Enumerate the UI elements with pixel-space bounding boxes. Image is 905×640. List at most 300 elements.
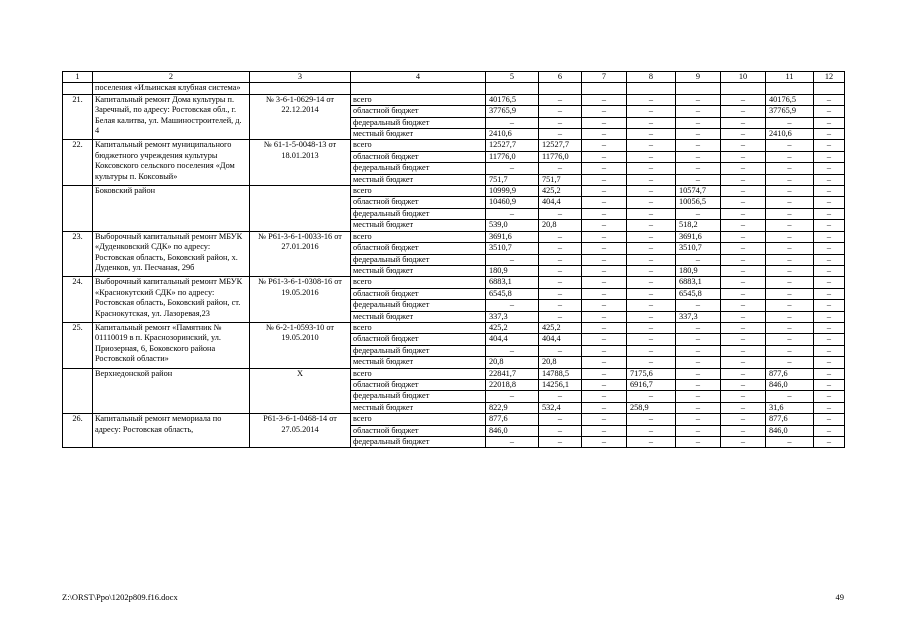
table-row — [63, 83, 845, 94]
column-number: 7 — [582, 72, 627, 83]
table-row — [63, 414, 845, 425]
amount-cell: 20,8 — [539, 357, 582, 368]
amount-cell: – — [582, 254, 627, 265]
funding-source: всего — [351, 94, 486, 105]
table-row — [63, 94, 845, 105]
row-number — [63, 83, 93, 94]
amount-cell: – — [721, 220, 766, 231]
amount-cell: – — [486, 254, 539, 265]
funding-source: местный бюджет — [351, 129, 486, 140]
funding-source: федеральный бюджет — [351, 300, 486, 311]
column-number: 11 — [766, 72, 814, 83]
amount-cell: – — [627, 231, 676, 242]
object-name: Боковский район — [93, 186, 250, 232]
amount-cell: – — [721, 208, 766, 219]
amount-cell: – — [766, 288, 814, 299]
amount-cell: – — [582, 311, 627, 322]
header-row — [63, 72, 845, 83]
funding-source: всего — [351, 414, 486, 425]
amount-cell: 3691,6 — [676, 231, 721, 242]
amount-cell: – — [676, 163, 721, 174]
amount-cell: – — [627, 186, 676, 197]
object-name: поселения «Ильинская клубная система» — [93, 83, 250, 94]
amount-cell: – — [814, 391, 845, 402]
funding-source: областной бюджет — [351, 334, 486, 345]
amount-cell: – — [814, 117, 845, 128]
column-number: 3 — [250, 72, 351, 83]
amount-cell: – — [582, 322, 627, 333]
amount-cell: 12527,7 — [486, 140, 539, 151]
amount-cell: – — [582, 208, 627, 219]
amount-cell: – — [814, 129, 845, 140]
amount-cell: – — [627, 140, 676, 151]
amount-cell: 425,2 — [539, 186, 582, 197]
amount-cell: – — [814, 174, 845, 185]
amount-cell: – — [627, 265, 676, 276]
funding-source: федеральный бюджет — [351, 254, 486, 265]
amount-cell: – — [627, 106, 676, 117]
document-number: № 61-1-5-0048-13 от 18.01.2013 — [250, 140, 351, 186]
amount-cell: – — [627, 300, 676, 311]
amount-cell: – — [814, 140, 845, 151]
page-number: 49 — [835, 592, 844, 602]
amount-cell: 337,3 — [486, 311, 539, 322]
document-number: № Р61-3-6-1-0308-16 от 19.05.2016 — [250, 277, 351, 323]
amount-cell: – — [582, 379, 627, 390]
document-number: № 6-2-1-0593-10 от 19.05.2010 — [250, 322, 351, 368]
amount-cell: – — [539, 311, 582, 322]
amount-cell: – — [814, 208, 845, 219]
amount-cell: – — [721, 186, 766, 197]
amount-cell: 846,0 — [766, 379, 814, 390]
amount-cell: – — [627, 391, 676, 402]
amount-cell: – — [721, 345, 766, 356]
amount-cell: – — [627, 163, 676, 174]
document-number: Р61-3-6-1-0468-14 от 27.05.2014 — [250, 414, 351, 448]
row-number — [63, 186, 93, 232]
table-row — [63, 277, 845, 288]
amount-cell: – — [721, 197, 766, 208]
amount-cell: – — [766, 300, 814, 311]
amount-cell: – — [582, 243, 627, 254]
amount-cell: 14788,5 — [539, 368, 582, 379]
empty-cell — [582, 83, 627, 94]
amount-cell: 31,6 — [766, 402, 814, 413]
amount-cell: – — [627, 288, 676, 299]
amount-cell: – — [539, 425, 582, 436]
amount-cell: 37765,9 — [486, 106, 539, 117]
amount-cell: – — [766, 437, 814, 448]
funding-source: областной бюджет — [351, 106, 486, 117]
amount-cell: 3510,7 — [676, 243, 721, 254]
amount-cell: – — [766, 322, 814, 333]
amount-cell: – — [814, 197, 845, 208]
amount-cell: – — [676, 357, 721, 368]
amount-cell: – — [676, 174, 721, 185]
funding-source: всего — [351, 140, 486, 151]
amount-cell: – — [766, 277, 814, 288]
amount-cell: – — [582, 140, 627, 151]
object-name: Верхнедонской район — [93, 368, 250, 414]
document-number — [250, 186, 351, 232]
amount-cell: 10999,9 — [486, 186, 539, 197]
amount-cell: – — [814, 311, 845, 322]
amount-cell: – — [582, 129, 627, 140]
amount-cell: – — [766, 243, 814, 254]
amount-cell: – — [766, 174, 814, 185]
empty-cell — [539, 83, 582, 94]
amount-cell: – — [721, 437, 766, 448]
funding-source: областной бюджет — [351, 151, 486, 162]
row-number: 23. — [63, 231, 93, 277]
table-row — [63, 186, 845, 197]
amount-cell: – — [582, 94, 627, 105]
amount-cell: – — [676, 208, 721, 219]
amount-cell: – — [582, 288, 627, 299]
document-number — [250, 83, 351, 94]
amount-cell: – — [814, 151, 845, 162]
amount-cell: 877,6 — [486, 414, 539, 425]
amount-cell: – — [539, 208, 582, 219]
funding-source: местный бюджет — [351, 311, 486, 322]
file-path: Z:\ORST\Ppo\1202p809.f16.docx — [62, 592, 178, 602]
object-name: Выборочный капитальный ремонт МБУК «Дуденковский СДК» по адресу: Ростовская область, Боковский район, х. Дуденков, ул. Песчаная, 29б — [93, 231, 250, 277]
amount-cell: 22841,7 — [486, 368, 539, 379]
row-number — [63, 368, 93, 414]
amount-cell: – — [539, 265, 582, 276]
amount-cell: – — [486, 208, 539, 219]
amount-cell: 6545,8 — [676, 288, 721, 299]
object-name: Капитальный ремонт «Памятник № 01110019 в п. Краснозоринский, ул. Приозерная, 6, Боковского района Ростовской области» — [93, 322, 250, 368]
amount-cell: – — [539, 163, 582, 174]
amount-cell: 3691,6 — [486, 231, 539, 242]
funding-source: всего — [351, 368, 486, 379]
amount-cell: – — [721, 151, 766, 162]
amount-cell: – — [582, 106, 627, 117]
amount-cell: – — [766, 140, 814, 151]
amount-cell: – — [766, 186, 814, 197]
funding-source: федеральный бюджет — [351, 437, 486, 448]
amount-cell: 22018,8 — [486, 379, 539, 390]
amount-cell: – — [539, 437, 582, 448]
funding-source: федеральный бюджет — [351, 391, 486, 402]
funding-source: местный бюджет — [351, 174, 486, 185]
column-number: 12 — [814, 72, 845, 83]
amount-cell: – — [539, 231, 582, 242]
amount-cell: – — [582, 197, 627, 208]
amount-cell: – — [766, 391, 814, 402]
amount-cell: – — [582, 300, 627, 311]
amount-cell: – — [721, 402, 766, 413]
amount-cell: – — [627, 357, 676, 368]
amount-cell: – — [582, 391, 627, 402]
amount-cell: 822,9 — [486, 402, 539, 413]
amount-cell: – — [627, 151, 676, 162]
amount-cell: 258,9 — [627, 402, 676, 413]
amount-cell: 751,7 — [539, 174, 582, 185]
amount-cell: – — [627, 94, 676, 105]
amount-cell: – — [814, 379, 845, 390]
amount-cell: – — [486, 345, 539, 356]
funding-source: местный бюджет — [351, 265, 486, 276]
amount-cell: – — [814, 163, 845, 174]
amount-cell: – — [721, 129, 766, 140]
amount-cell: – — [627, 414, 676, 425]
amount-cell: – — [676, 334, 721, 345]
amount-cell: 2410,6 — [486, 129, 539, 140]
amount-cell: – — [582, 357, 627, 368]
amount-cell: – — [721, 311, 766, 322]
amount-cell: – — [627, 277, 676, 288]
column-number: 6 — [539, 72, 582, 83]
amount-cell: – — [814, 220, 845, 231]
amount-cell: – — [486, 437, 539, 448]
amount-cell: – — [721, 425, 766, 436]
amount-cell: – — [676, 437, 721, 448]
amount-cell: – — [627, 322, 676, 333]
amount-cell: – — [814, 368, 845, 379]
amount-cell: – — [582, 345, 627, 356]
amount-cell: 3510,7 — [486, 243, 539, 254]
column-number: 2 — [93, 72, 250, 83]
amount-cell: – — [539, 414, 582, 425]
funding-source: местный бюджет — [351, 357, 486, 368]
amount-cell: – — [582, 231, 627, 242]
amount-cell: 7175,6 — [627, 368, 676, 379]
amount-cell: – — [539, 300, 582, 311]
object-name: Капитальный ремонт мемориала по адресу: Ростовская область, — [93, 414, 250, 448]
amount-cell: 10460,9 — [486, 197, 539, 208]
object-name: Выборочный капитальный ремонт МБУК «Краснокутский СДК» по адресу: Ростовская область, Боковский район, ст. Краснокутская, ул. Лазоревая,23 — [93, 277, 250, 323]
amount-cell: – — [721, 265, 766, 276]
document-number: № 3-6-1-0629-14 от 22.12.2014 — [250, 94, 351, 140]
amount-cell: – — [766, 357, 814, 368]
amount-cell: 10056,5 — [676, 197, 721, 208]
amount-cell: – — [721, 368, 766, 379]
amount-cell: – — [676, 254, 721, 265]
amount-cell: – — [721, 117, 766, 128]
amount-cell: – — [766, 197, 814, 208]
amount-cell: – — [814, 243, 845, 254]
amount-cell: – — [676, 379, 721, 390]
amount-cell: – — [766, 151, 814, 162]
row-number: 22. — [63, 140, 93, 186]
amount-cell: – — [539, 345, 582, 356]
amount-cell: 404,4 — [539, 197, 582, 208]
empty-cell — [814, 83, 845, 94]
amount-cell: – — [721, 174, 766, 185]
amount-cell: – — [721, 277, 766, 288]
amount-cell: 14256,1 — [539, 379, 582, 390]
amount-cell: – — [582, 414, 627, 425]
table-row — [63, 231, 845, 242]
amount-cell: 6916,7 — [627, 379, 676, 390]
amount-cell: – — [766, 311, 814, 322]
amount-cell: – — [676, 391, 721, 402]
funding-source: федеральный бюджет — [351, 208, 486, 219]
amount-cell: – — [539, 117, 582, 128]
amount-cell: – — [627, 117, 676, 128]
amount-cell: – — [814, 322, 845, 333]
amount-cell: – — [627, 425, 676, 436]
empty-cell — [627, 83, 676, 94]
amount-cell: 751,7 — [486, 174, 539, 185]
amount-cell: – — [814, 425, 845, 436]
amount-cell: – — [721, 357, 766, 368]
amount-cell: – — [582, 334, 627, 345]
row-number: 21. — [63, 94, 93, 140]
object-name: Капитальный ремонт муниципального бюджетного учреждения культуры Коксовского сельского поселения «Дом культуры п. Коксовый» — [93, 140, 250, 186]
amount-cell: 846,0 — [766, 425, 814, 436]
amount-cell: – — [582, 151, 627, 162]
row-number: 26. — [63, 414, 93, 448]
table-row — [63, 140, 845, 151]
amount-cell: – — [721, 106, 766, 117]
amount-cell: 404,4 — [539, 334, 582, 345]
document-number: Х — [250, 368, 351, 414]
amount-cell: – — [814, 437, 845, 448]
amount-cell: – — [814, 300, 845, 311]
amount-cell: – — [582, 220, 627, 231]
amount-cell: – — [627, 208, 676, 219]
funding-source: федеральный бюджет — [351, 163, 486, 174]
amount-cell: – — [814, 94, 845, 105]
amount-cell: – — [766, 220, 814, 231]
amount-cell: 20,8 — [486, 357, 539, 368]
amount-cell: – — [676, 94, 721, 105]
amount-cell: – — [539, 106, 582, 117]
funding-source: всего — [351, 231, 486, 242]
amount-cell: – — [676, 300, 721, 311]
empty-cell — [486, 83, 539, 94]
funding-source: местный бюджет — [351, 220, 486, 231]
amount-cell: – — [582, 174, 627, 185]
amount-cell: – — [721, 288, 766, 299]
amount-cell: 518,2 — [676, 220, 721, 231]
amount-cell: 6883,1 — [486, 277, 539, 288]
amount-cell: – — [627, 437, 676, 448]
budget-table — [62, 71, 845, 448]
amount-cell: 425,2 — [486, 322, 539, 333]
funding-source: областной бюджет — [351, 288, 486, 299]
amount-cell: – — [814, 254, 845, 265]
amount-cell: – — [582, 265, 627, 276]
amount-cell: – — [721, 391, 766, 402]
amount-cell: 11776,0 — [539, 151, 582, 162]
amount-cell: – — [539, 391, 582, 402]
row-number: 25. — [63, 322, 93, 368]
amount-cell: – — [766, 231, 814, 242]
amount-cell: – — [676, 322, 721, 333]
amount-cell: 12527,7 — [539, 140, 582, 151]
table-row — [63, 322, 845, 333]
funding-source: областной бюджет — [351, 379, 486, 390]
amount-cell: – — [766, 117, 814, 128]
amount-cell: 877,6 — [766, 368, 814, 379]
funding-source: всего — [351, 277, 486, 288]
table-row — [63, 368, 845, 379]
amount-cell: – — [486, 391, 539, 402]
amount-cell: – — [627, 254, 676, 265]
empty-cell — [676, 83, 721, 94]
amount-cell: – — [814, 402, 845, 413]
column-number: 5 — [486, 72, 539, 83]
amount-cell: 539,0 — [486, 220, 539, 231]
amount-cell: – — [766, 334, 814, 345]
amount-cell: – — [814, 106, 845, 117]
amount-cell: – — [766, 265, 814, 276]
amount-cell: – — [721, 254, 766, 265]
amount-cell: 6883,1 — [676, 277, 721, 288]
document-number: № Р61-3-6-1-0033-16 от 27.01.2016 — [250, 231, 351, 277]
amount-cell: – — [539, 129, 582, 140]
column-number: 9 — [676, 72, 721, 83]
amount-cell: – — [582, 163, 627, 174]
amount-cell: – — [721, 140, 766, 151]
amount-cell: – — [676, 106, 721, 117]
amount-cell: – — [721, 300, 766, 311]
funding-source: местный бюджет — [351, 402, 486, 413]
amount-cell: 404,4 — [486, 334, 539, 345]
amount-cell: – — [627, 334, 676, 345]
amount-cell: – — [676, 140, 721, 151]
empty-cell — [721, 83, 766, 94]
amount-cell: – — [814, 186, 845, 197]
amount-cell: – — [721, 334, 766, 345]
amount-cell: – — [539, 277, 582, 288]
amount-cell: – — [627, 345, 676, 356]
column-number: 8 — [627, 72, 676, 83]
amount-cell: – — [721, 231, 766, 242]
amount-cell: – — [721, 414, 766, 425]
amount-cell: – — [539, 254, 582, 265]
amount-cell: – — [721, 379, 766, 390]
amount-cell: – — [486, 117, 539, 128]
amount-cell: – — [814, 357, 845, 368]
column-number: 4 — [351, 72, 486, 83]
amount-cell: 37765,9 — [766, 106, 814, 117]
amount-cell: – — [766, 208, 814, 219]
amount-cell: – — [582, 368, 627, 379]
amount-cell: 20,8 — [539, 220, 582, 231]
amount-cell: 10574,7 — [676, 186, 721, 197]
amount-cell: – — [627, 197, 676, 208]
amount-cell: 877,6 — [766, 414, 814, 425]
amount-cell: 40176,5 — [486, 94, 539, 105]
object-name: Капитальный ремонт Дома культуры п. Заречный, по адресу: Ростовская обл., г. Белая калитва, ул. Машиностроителей, д. 4 — [93, 94, 250, 140]
amount-cell: 337,3 — [676, 311, 721, 322]
amount-cell: – — [814, 345, 845, 356]
amount-cell: – — [627, 311, 676, 322]
amount-cell: – — [627, 243, 676, 254]
amount-cell: 6545,8 — [486, 288, 539, 299]
column-number: 10 — [721, 72, 766, 83]
amount-cell: 180,9 — [486, 265, 539, 276]
funding-source: областной бюджет — [351, 197, 486, 208]
amount-cell: – — [539, 243, 582, 254]
amount-cell: – — [676, 117, 721, 128]
funding-source: областной бюджет — [351, 243, 486, 254]
amount-cell: – — [766, 345, 814, 356]
funding-source: всего — [351, 186, 486, 197]
row-number: 24. — [63, 277, 93, 323]
amount-cell: – — [627, 220, 676, 231]
amount-cell: – — [582, 425, 627, 436]
amount-cell: – — [721, 94, 766, 105]
amount-cell: 532,4 — [539, 402, 582, 413]
amount-cell: 425,2 — [539, 322, 582, 333]
amount-cell: – — [539, 94, 582, 105]
